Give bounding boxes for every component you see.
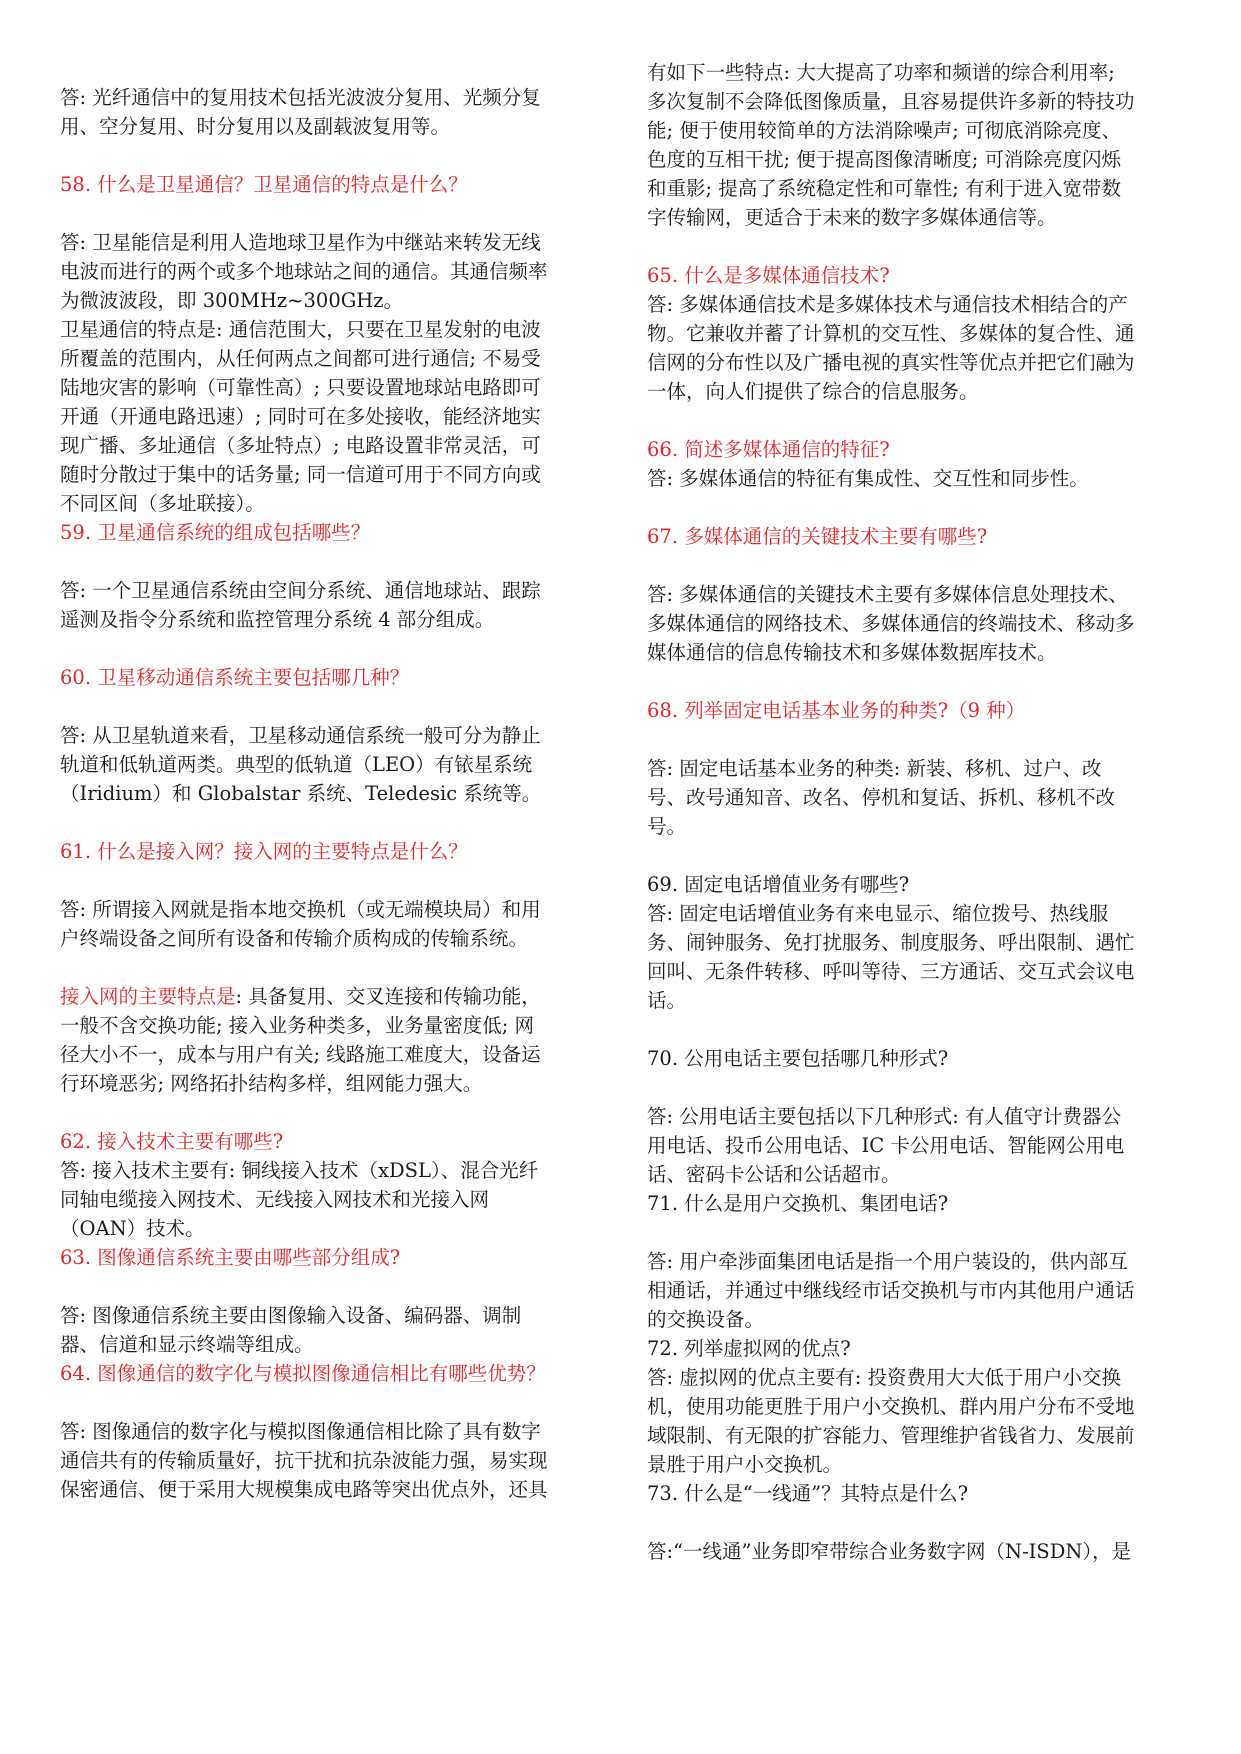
answer-57: 答: 光纤通信中的复用技术包括光波波分复用、光频分复用、空分复用、时分复用以及副载波复用等。 <box>60 86 541 138</box>
question-72: 72. 列举虚拟网的优点? <box>647 1337 851 1360</box>
answer-72: 答: 虚拟网的优点主要有: 投资费用大大低于用户小交换机，使用功能更胜于用户小交换机、群内用户分布不受地域限制、有无限的扩容能力、管理维护省钱省力、发展前景胜于用户小交换机。 <box>647 1366 1135 1476</box>
answer-69: 答: 固定电话增值业务有来电显示、缩位拨号、热线服务、闹钟服务、免打扰服务、制度服务、呼出限制、遇忙回叫、无条件转移、呼叫等待、三方通话、交互式会议电话。 <box>647 902 1135 1012</box>
question-67: 67. 多媒体通信的关键技术主要有哪些? <box>647 525 988 548</box>
answer-70: 答: 公用电话主要包括以下几种形式: 有人值守计费器公用电话、投币公用电话、IC 卡公用电话、智能网公用电话、密码卡公话和公话超市。 <box>647 1105 1125 1186</box>
answer-63: 答: 图像通信系统主要由图像输入设备、编码器、调制器、信道和显示终端等组成。 <box>60 1304 522 1356</box>
answer-73: 答:“一线通”业务即窄带综合业务数字网（N-ISDN），是 <box>647 1540 1132 1563</box>
answer-61-body: : 具备复用、交叉连接和传输功能，一般不含交换功能; 接入业务种类多，业务量密度低; 网径大小不一，成本与用户有关; 线路施工难度大，设备运行环境恶劣; 网络拓扑结构多样，组网能力强大。 <box>60 985 541 1095</box>
answer-61-highlight: 接入网的主要特点是 <box>60 985 236 1008</box>
question-70: 70. 公用电话主要包括哪几种形式? <box>647 1047 949 1070</box>
answer-68: 答: 固定电话基本业务的种类: 新装、移机、过户、改号、改号通知音、改名、停机和复话、拆机、移机不改号。 <box>647 757 1116 838</box>
answer-60: 答: 从卫星轨道来看，卫星移动通信系统一般可分为静止轨道和低轨道两类。典型的低轨道（LEO）有铱星系统（Iridium）和 Globalstar 系统、Teledesic 系统等。 <box>60 724 542 805</box>
answer-66: 答: 多媒体通信的特征有集成性、交互性和同步性。 <box>647 467 1089 490</box>
answer-71: 答: 用户牵涉面集团电话是指一个用户装设的，供内部互相通话，并通过中继线经市话交换机与市内其他用户通话的交换设备。 <box>647 1250 1135 1331</box>
question-71: 71. 什么是用户交换机、集团电话? <box>647 1192 949 1215</box>
answer-64-continued: 有如下一些特点: 大大提高了功率和频谱的综合利用率; 多次复制不会降低图像质量，且容易提供许多新的特技功能; 便于使用较简单的方法消除噪声; 可彻底消除亮度、色度的互相干扰; 便于提高图像清晰度; 可消除亮度闪烁和重影; 提高了系统稳定性和可靠性; 有利于进入宽带数字传输网，更适合于未来的数字多媒体通信等。 <box>647 61 1135 229</box>
question-58: 58. 什么是卫星通信？卫星通信的特点是什么？ <box>60 173 468 196</box>
answer-62: 答: 接入技术主要有: 铜线接入技术（xDSL）、混合光纤同轴电缆接入网技术、无线接入网技术和光接入网（OAN）技术。 <box>60 1159 539 1240</box>
question-64: 64. 图像通信的数字化与模拟图像通信相比有哪些优势？ <box>60 1362 546 1385</box>
answer-58-part-2: 卫星通信的特点是: 通信范围大，只要在卫星发射的电波所覆盖的范围内，从任何两点之间都可进行通信; 不易受陆地灾害的影响（可靠性高）; 只要设置地球站电路即可开通（开通电路迅速）; 同时可在多处接收，能经济地实现广播、多址通信（多址特点）; 电路设置非常灵活，可随时分散过于集中的话务量; 同一信道可用于不同方向或不同区间（多址联接）。 <box>60 318 541 515</box>
question-66: 66. 简述多媒体通信的特征? <box>647 438 890 461</box>
answer-58-part-1: 答: 卫星能信是利用人造地球卫星作为中继站来转发无线电波而进行的两个或多个地球站之间的通信。其通信频率为微波波段，即 300MHz~300GHz。 <box>60 231 548 312</box>
question-61: 61. 什么是接入网？接入网的主要特点是什么？ <box>60 840 468 863</box>
question-60: 60. 卫星移动通信系统主要包括哪几种？ <box>60 666 410 689</box>
left-column <box>60 83 550 1504</box>
question-69: 69. 固定电话增值业务有哪些? <box>647 873 910 896</box>
answer-67: 答: 多媒体通信的关键技术主要有多媒体信息处理技术、多媒体通信的网络技术、多媒体通信的终端技术、移动多媒体通信的信息传输技术和多媒体数据库技术。 <box>647 583 1135 664</box>
question-73: 73. 什么是“一线通”？其特点是什么? <box>647 1482 969 1505</box>
answer-64: 答: 图像通信的数字化与模拟图像通信相比除了具有数字通信共有的传输质量好，抗干扰和抗杂波能力强，易实现保密通信、便于采用大规模集成电路等突出优点外，还具 <box>60 1420 548 1501</box>
right-column <box>647 58 1137 1566</box>
question-65: 65. 什么是多媒体通信技术? <box>647 264 890 287</box>
answer-61-part-2 <box>60 982 550 1098</box>
answer-61-part-1: 答: 所谓接入网就是指本地交换机（或无端模块局）和用户终端设备之间所有设备和传输介质构成的传输系统。 <box>60 898 541 950</box>
answer-65: 答: 多媒体通信技术是多媒体技术与通信技术相结合的产物。它兼收并蓄了计算机的交互性、多媒体的复合性、通信网的分布性以及广播电视的真实性等优点并把它们融为一体，向人们提供了综合的信息服务。 <box>647 293 1135 403</box>
question-63: 63. 图像通信系统主要由哪些部分组成? <box>60 1246 401 1269</box>
answer-59: 答: 一个卫星通信系统由空间分系统、通信地球站、跟踪遥测及指令分系统和监控管理分系统 4 部分组成。 <box>60 579 541 631</box>
question-68: 68. 列举固定电话基本业务的种类?（9 种） <box>647 699 1026 722</box>
question-59: 59. 卫星通信系统的组成包括哪些？ <box>60 521 371 544</box>
question-62: 62. 接入技术主要有哪些? <box>60 1130 284 1153</box>
